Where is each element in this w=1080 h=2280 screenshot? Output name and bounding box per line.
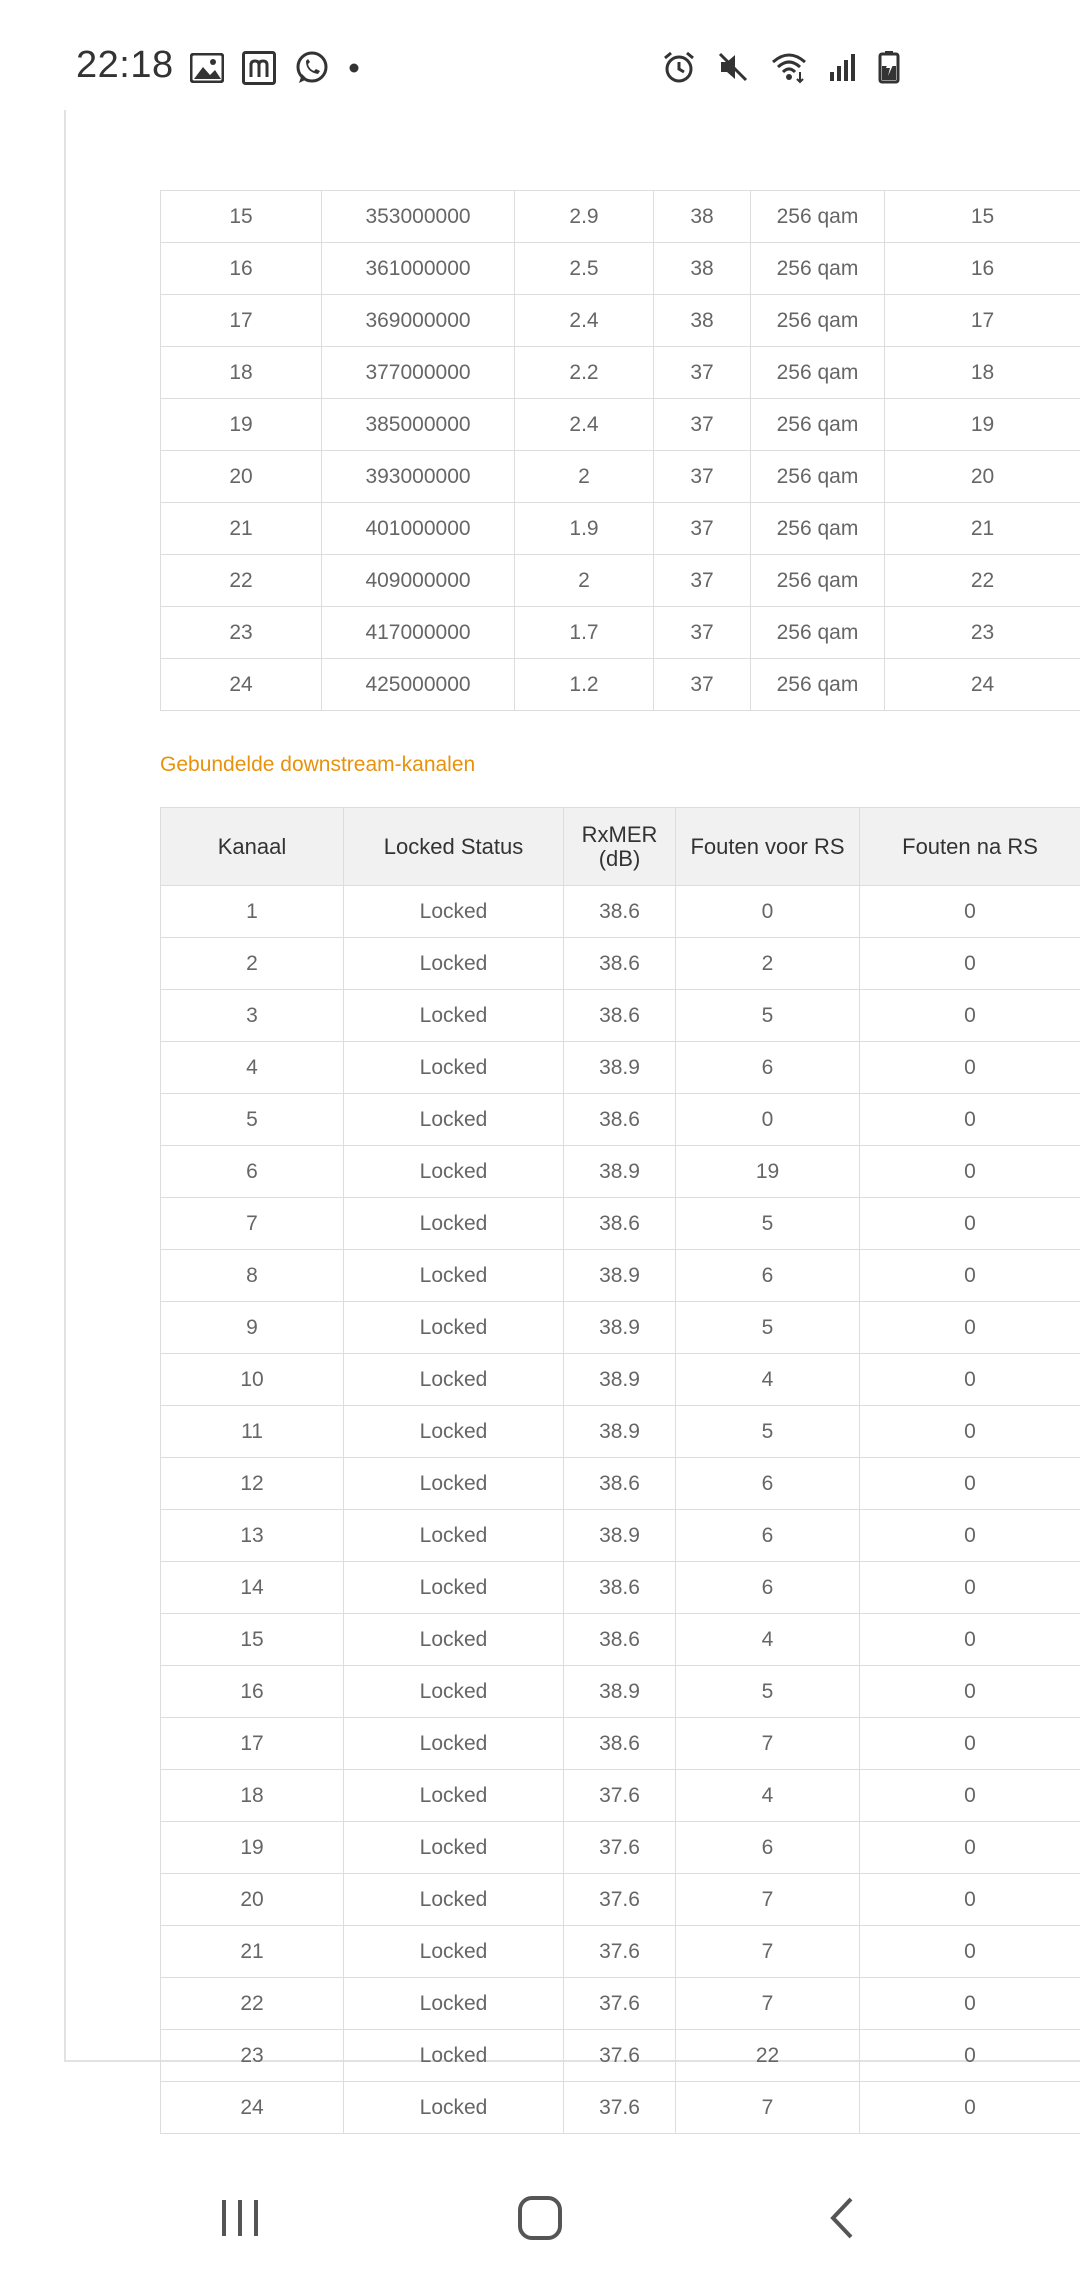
status-bar xyxy=(0,0,1080,110)
power-cell: 2.4 xyxy=(515,399,654,451)
fouten-na-rs-cell: 0 xyxy=(860,2030,1080,2082)
rxmer-cell: 38.6 xyxy=(564,886,676,938)
rxmer-cell: 37.6 xyxy=(564,1874,676,1926)
locked-status-cell: Locked xyxy=(344,1510,564,1562)
frequency-cell: 409000000 xyxy=(322,555,515,607)
table-row xyxy=(161,659,1080,711)
frequency-cell: 393000000 xyxy=(322,451,515,503)
kanaal-cell: 19 xyxy=(161,1822,344,1874)
rxmer-cell: 38.6 xyxy=(564,1094,676,1146)
table-row xyxy=(161,990,1080,1042)
kanaal-cell: 16 xyxy=(161,1666,344,1718)
kanaal-cell: 24 xyxy=(161,2082,344,2134)
channel-id-cell: 23 xyxy=(161,607,322,659)
channel-cell: 18 xyxy=(885,347,1080,399)
locked-status-cell: Locked xyxy=(344,886,564,938)
channel-id-cell: 18 xyxy=(161,347,322,399)
power-cell: 2 xyxy=(515,555,654,607)
frequency-cell: 417000000 xyxy=(322,607,515,659)
table-row xyxy=(161,1510,1080,1562)
table-cell: 353000000 xyxy=(322,191,515,243)
channel-id-cell: 22 xyxy=(161,555,322,607)
table-row xyxy=(161,451,1080,503)
locked-status-cell: Locked xyxy=(344,1250,564,1302)
fouten-voor-rs-cell: 4 xyxy=(676,1770,860,1822)
channel-cell: 23 xyxy=(885,607,1080,659)
power-cell: 2.5 xyxy=(515,243,654,295)
modulation-cell: 256 qam xyxy=(751,295,885,347)
snr-cell: 37 xyxy=(654,451,751,503)
fouten-na-rs-cell: 0 xyxy=(860,1406,1080,1458)
table-row xyxy=(161,1198,1080,1250)
rxmer-cell: 37.6 xyxy=(564,1978,676,2030)
alarm-icon xyxy=(662,50,696,84)
rxmer-cell: 37.6 xyxy=(564,1926,676,1978)
power-cell: 2.2 xyxy=(515,347,654,399)
channel-id-cell: 19 xyxy=(161,399,322,451)
kanaal-cell: 13 xyxy=(161,1510,344,1562)
locked-status-cell: Locked xyxy=(344,2030,564,2082)
fouten-na-rs-cell: 0 xyxy=(860,1458,1080,1510)
kanaal-cell: 9 xyxy=(161,1302,344,1354)
kanaal-cell: 1 xyxy=(161,886,344,938)
modulation-cell: 256 qam xyxy=(751,399,885,451)
kanaal-cell: 3 xyxy=(161,990,344,1042)
fouten-na-rs-cell: 0 xyxy=(860,1250,1080,1302)
fouten-voor-rs-cell: 19 xyxy=(676,1146,860,1198)
table-row xyxy=(161,503,1080,555)
header-rxmer: RxMER (dB) xyxy=(564,808,676,886)
whatsapp-icon xyxy=(294,50,330,86)
section-title-bonded-downstream: Gebundelde downstream-kanalen xyxy=(160,753,476,776)
modulation-cell: 256 qam xyxy=(751,503,885,555)
fouten-voor-rs-cell: 22 xyxy=(676,2030,860,2082)
mute-icon xyxy=(716,50,750,84)
snr-cell: 37 xyxy=(654,555,751,607)
power-cell: 1.2 xyxy=(515,659,654,711)
snr-cell: 37 xyxy=(654,607,751,659)
snr-cell: 38 xyxy=(654,295,751,347)
channel-id-cell: 17 xyxy=(161,295,322,347)
locked-status-cell: Locked xyxy=(344,1094,564,1146)
fouten-voor-rs-cell: 5 xyxy=(676,1302,860,1354)
table-cell: 256 qam xyxy=(751,191,885,243)
rxmer-cell: 37.6 xyxy=(564,1822,676,1874)
fouten-na-rs-cell: 0 xyxy=(860,1718,1080,1770)
rxmer-cell: 38.9 xyxy=(564,1146,676,1198)
modulation-cell: 256 qam xyxy=(751,607,885,659)
locked-status-cell: Locked xyxy=(344,1666,564,1718)
fouten-na-rs-cell: 0 xyxy=(860,1822,1080,1874)
kanaal-cell: 5 xyxy=(161,1094,344,1146)
locked-status-cell: Locked xyxy=(344,1406,564,1458)
locked-status-cell: Locked xyxy=(344,1354,564,1406)
header-fouten-voor-rs: Fouten voor RS xyxy=(676,808,860,886)
modulation-cell: 256 qam xyxy=(751,347,885,399)
table-row xyxy=(161,555,1080,607)
fouten-voor-rs-cell: 6 xyxy=(676,1042,860,1094)
fouten-voor-rs-cell: 6 xyxy=(676,1562,860,1614)
gallery-icon xyxy=(190,53,224,83)
battery-icon xyxy=(878,50,900,84)
table-row xyxy=(161,2030,1080,2082)
fouten-na-rs-cell: 0 xyxy=(860,2082,1080,2134)
kanaal-cell: 21 xyxy=(161,1926,344,1978)
table-row xyxy=(161,1822,1080,1874)
rxmer-cell: 37.6 xyxy=(564,2082,676,2134)
power-cell: 2.4 xyxy=(515,295,654,347)
frequency-cell: 369000000 xyxy=(322,295,515,347)
table-row xyxy=(161,1666,1080,1718)
clock: 22:18 xyxy=(76,44,174,86)
kanaal-cell: 20 xyxy=(161,1874,344,1926)
table-row xyxy=(161,295,1080,347)
snr-cell: 37 xyxy=(654,503,751,555)
rxmer-cell: 37.6 xyxy=(564,2030,676,2082)
modulation-cell: 256 qam xyxy=(751,555,885,607)
m-app-icon xyxy=(242,51,276,85)
kanaal-cell: 8 xyxy=(161,1250,344,1302)
table-row xyxy=(161,1250,1080,1302)
channel-cell: 21 xyxy=(885,503,1080,555)
kanaal-cell: 7 xyxy=(161,1198,344,1250)
fouten-na-rs-cell: 0 xyxy=(860,1666,1080,1718)
kanaal-cell: 2 xyxy=(161,938,344,990)
fouten-na-rs-cell: 0 xyxy=(860,1094,1080,1146)
table-row xyxy=(161,1094,1080,1146)
table-row xyxy=(161,399,1080,451)
fouten-voor-rs-cell: 7 xyxy=(676,1926,860,1978)
kanaal-cell: 11 xyxy=(161,1406,344,1458)
table-row xyxy=(161,243,1080,295)
kanaal-cell: 18 xyxy=(161,1770,344,1822)
table-cell: 15 xyxy=(885,191,1080,243)
locked-status-cell: Locked xyxy=(344,1146,564,1198)
fouten-voor-rs-cell: 5 xyxy=(676,1666,860,1718)
fouten-voor-rs-cell: 6 xyxy=(676,1250,860,1302)
wifi-icon xyxy=(770,50,808,84)
rxmer-cell: 38.9 xyxy=(564,1510,676,1562)
kanaal-cell: 10 xyxy=(161,1354,344,1406)
back-icon[interactable] xyxy=(802,2178,882,2258)
locked-status-cell: Locked xyxy=(344,2082,564,2134)
table-row xyxy=(161,938,1080,990)
table-cell: 38 xyxy=(654,191,751,243)
table-row xyxy=(161,1978,1080,2030)
table-row xyxy=(161,1874,1080,1926)
table-row xyxy=(161,1770,1080,1822)
table-row xyxy=(161,1302,1080,1354)
kanaal-cell: 14 xyxy=(161,1562,344,1614)
header-kanaal: Kanaal xyxy=(161,808,344,886)
fouten-na-rs-cell: 0 xyxy=(860,1770,1080,1822)
rxmer-cell: 38.9 xyxy=(564,1406,676,1458)
snr-cell: 37 xyxy=(654,399,751,451)
bonded-downstream-table xyxy=(160,807,1080,2134)
snr-cell: 37 xyxy=(654,659,751,711)
kanaal-cell: 4 xyxy=(161,1042,344,1094)
locked-status-cell: Locked xyxy=(344,1562,564,1614)
table-row xyxy=(161,1146,1080,1198)
fouten-voor-rs-cell: 6 xyxy=(676,1458,860,1510)
table-row xyxy=(161,607,1080,659)
locked-status-cell: Locked xyxy=(344,1822,564,1874)
fouten-na-rs-cell: 0 xyxy=(860,1978,1080,2030)
locked-status-cell: Locked xyxy=(344,938,564,990)
fouten-na-rs-cell: 0 xyxy=(860,1874,1080,1926)
locked-status-cell: Locked xyxy=(344,1458,564,1510)
table-row xyxy=(161,2082,1080,2134)
locked-status-cell: Locked xyxy=(344,1302,564,1354)
rxmer-cell: 38.9 xyxy=(564,1666,676,1718)
fouten-na-rs-cell: 0 xyxy=(860,1302,1080,1354)
locked-status-cell: Locked xyxy=(344,1718,564,1770)
dot-icon xyxy=(348,62,360,74)
rxmer-cell: 38.6 xyxy=(564,1718,676,1770)
navigation-bar xyxy=(0,2160,1080,2280)
rxmer-cell: 38.9 xyxy=(564,1354,676,1406)
fouten-voor-rs-cell: 6 xyxy=(676,1510,860,1562)
locked-status-cell: Locked xyxy=(344,1874,564,1926)
power-cell: 1.7 xyxy=(515,607,654,659)
table-row xyxy=(161,1406,1080,1458)
table-cell: 2.9 xyxy=(515,191,654,243)
channel-cell: 19 xyxy=(885,399,1080,451)
channel-id-cell: 21 xyxy=(161,503,322,555)
signal-icon xyxy=(828,52,858,82)
table-header-row xyxy=(161,808,1080,886)
kanaal-cell: 15 xyxy=(161,1614,344,1666)
kanaal-cell: 12 xyxy=(161,1458,344,1510)
channel-cell: 17 xyxy=(885,295,1080,347)
fouten-na-rs-cell: 0 xyxy=(860,938,1080,990)
fouten-voor-rs-cell: 7 xyxy=(676,1978,860,2030)
rxmer-cell: 38.6 xyxy=(564,1198,676,1250)
fouten-voor-rs-cell: 7 xyxy=(676,1874,860,1926)
channel-cell: 16 xyxy=(885,243,1080,295)
table-row xyxy=(161,1354,1080,1406)
table-row xyxy=(161,1926,1080,1978)
locked-status-cell: Locked xyxy=(344,1770,564,1822)
fouten-na-rs-cell: 0 xyxy=(860,1198,1080,1250)
frequency-cell: 377000000 xyxy=(322,347,515,399)
fouten-na-rs-cell: 0 xyxy=(860,1354,1080,1406)
channel-cell: 20 xyxy=(885,451,1080,503)
kanaal-cell: 22 xyxy=(161,1978,344,2030)
page-content xyxy=(64,110,1080,2119)
fouten-na-rs-cell: 0 xyxy=(860,1614,1080,1666)
frequency-cell: 361000000 xyxy=(322,243,515,295)
fouten-voor-rs-cell: 7 xyxy=(676,1718,860,1770)
snr-cell: 37 xyxy=(654,347,751,399)
channel-cell: 22 xyxy=(885,555,1080,607)
header-locked-status: Locked Status xyxy=(344,808,564,886)
power-cell: 1.9 xyxy=(515,503,654,555)
header-fouten-na-rs: Fouten na RS xyxy=(860,808,1080,886)
rxmer-cell: 38.6 xyxy=(564,1458,676,1510)
fouten-na-rs-cell: 0 xyxy=(860,1562,1080,1614)
locked-status-cell: Locked xyxy=(344,990,564,1042)
fouten-voor-rs-cell: 6 xyxy=(676,1822,860,1874)
locked-status-cell: Locked xyxy=(344,1926,564,1978)
table-row xyxy=(161,1614,1080,1666)
table-row xyxy=(161,347,1080,399)
frequency-cell: 401000000 xyxy=(322,503,515,555)
modulation-cell: 256 qam xyxy=(751,659,885,711)
snr-cell: 38 xyxy=(654,243,751,295)
rxmer-cell: 38.6 xyxy=(564,1562,676,1614)
fouten-voor-rs-cell: 0 xyxy=(676,886,860,938)
table-row xyxy=(161,886,1080,938)
rxmer-cell: 38.6 xyxy=(564,938,676,990)
home-icon[interactable] xyxy=(500,2178,580,2258)
rxmer-cell: 38.9 xyxy=(564,1250,676,1302)
fouten-na-rs-cell: 0 xyxy=(860,1146,1080,1198)
fouten-na-rs-cell: 0 xyxy=(860,1510,1080,1562)
channel-id-cell: 24 xyxy=(161,659,322,711)
fouten-na-rs-cell: 0 xyxy=(860,1042,1080,1094)
modulation-cell: 256 qam xyxy=(751,243,885,295)
fouten-voor-rs-cell: 4 xyxy=(676,1614,860,1666)
table-row xyxy=(161,1042,1080,1094)
channel-cell: 24 xyxy=(885,659,1080,711)
locked-status-cell: Locked xyxy=(344,1978,564,2030)
fouten-voor-rs-cell: 5 xyxy=(676,1406,860,1458)
kanaal-cell: 6 xyxy=(161,1146,344,1198)
table-row xyxy=(161,1562,1080,1614)
fouten-voor-rs-cell: 5 xyxy=(676,1198,860,1250)
locked-status-cell: Locked xyxy=(344,1198,564,1250)
rxmer-cell: 38.9 xyxy=(564,1042,676,1094)
downstream-channels-table xyxy=(160,190,1080,711)
channel-id-cell: 16 xyxy=(161,243,322,295)
rxmer-cell: 37.6 xyxy=(564,1770,676,1822)
fouten-voor-rs-cell: 0 xyxy=(676,1094,860,1146)
frequency-cell: 385000000 xyxy=(322,399,515,451)
fouten-voor-rs-cell: 7 xyxy=(676,2082,860,2134)
table-row-partial xyxy=(161,191,1080,243)
table-row xyxy=(161,1718,1080,1770)
power-cell: 2 xyxy=(515,451,654,503)
recent-apps-icon[interactable] xyxy=(200,2178,280,2258)
locked-status-cell: Locked xyxy=(344,1042,564,1094)
modulation-cell: 256 qam xyxy=(751,451,885,503)
fouten-voor-rs-cell: 4 xyxy=(676,1354,860,1406)
rxmer-cell: 38.9 xyxy=(564,1302,676,1354)
fouten-na-rs-cell: 0 xyxy=(860,886,1080,938)
kanaal-cell: 17 xyxy=(161,1718,344,1770)
table-cell: 15 xyxy=(161,191,322,243)
rxmer-cell: 38.6 xyxy=(564,990,676,1042)
fouten-voor-rs-cell: 2 xyxy=(676,938,860,990)
fouten-na-rs-cell: 0 xyxy=(860,990,1080,1042)
fouten-voor-rs-cell: 5 xyxy=(676,990,860,1042)
frequency-cell: 425000000 xyxy=(322,659,515,711)
fouten-na-rs-cell: 0 xyxy=(860,1926,1080,1978)
kanaal-cell: 23 xyxy=(161,2030,344,2082)
rxmer-cell: 38.6 xyxy=(564,1614,676,1666)
channel-id-cell: 20 xyxy=(161,451,322,503)
locked-status-cell: Locked xyxy=(344,1614,564,1666)
table-row xyxy=(161,1458,1080,1510)
